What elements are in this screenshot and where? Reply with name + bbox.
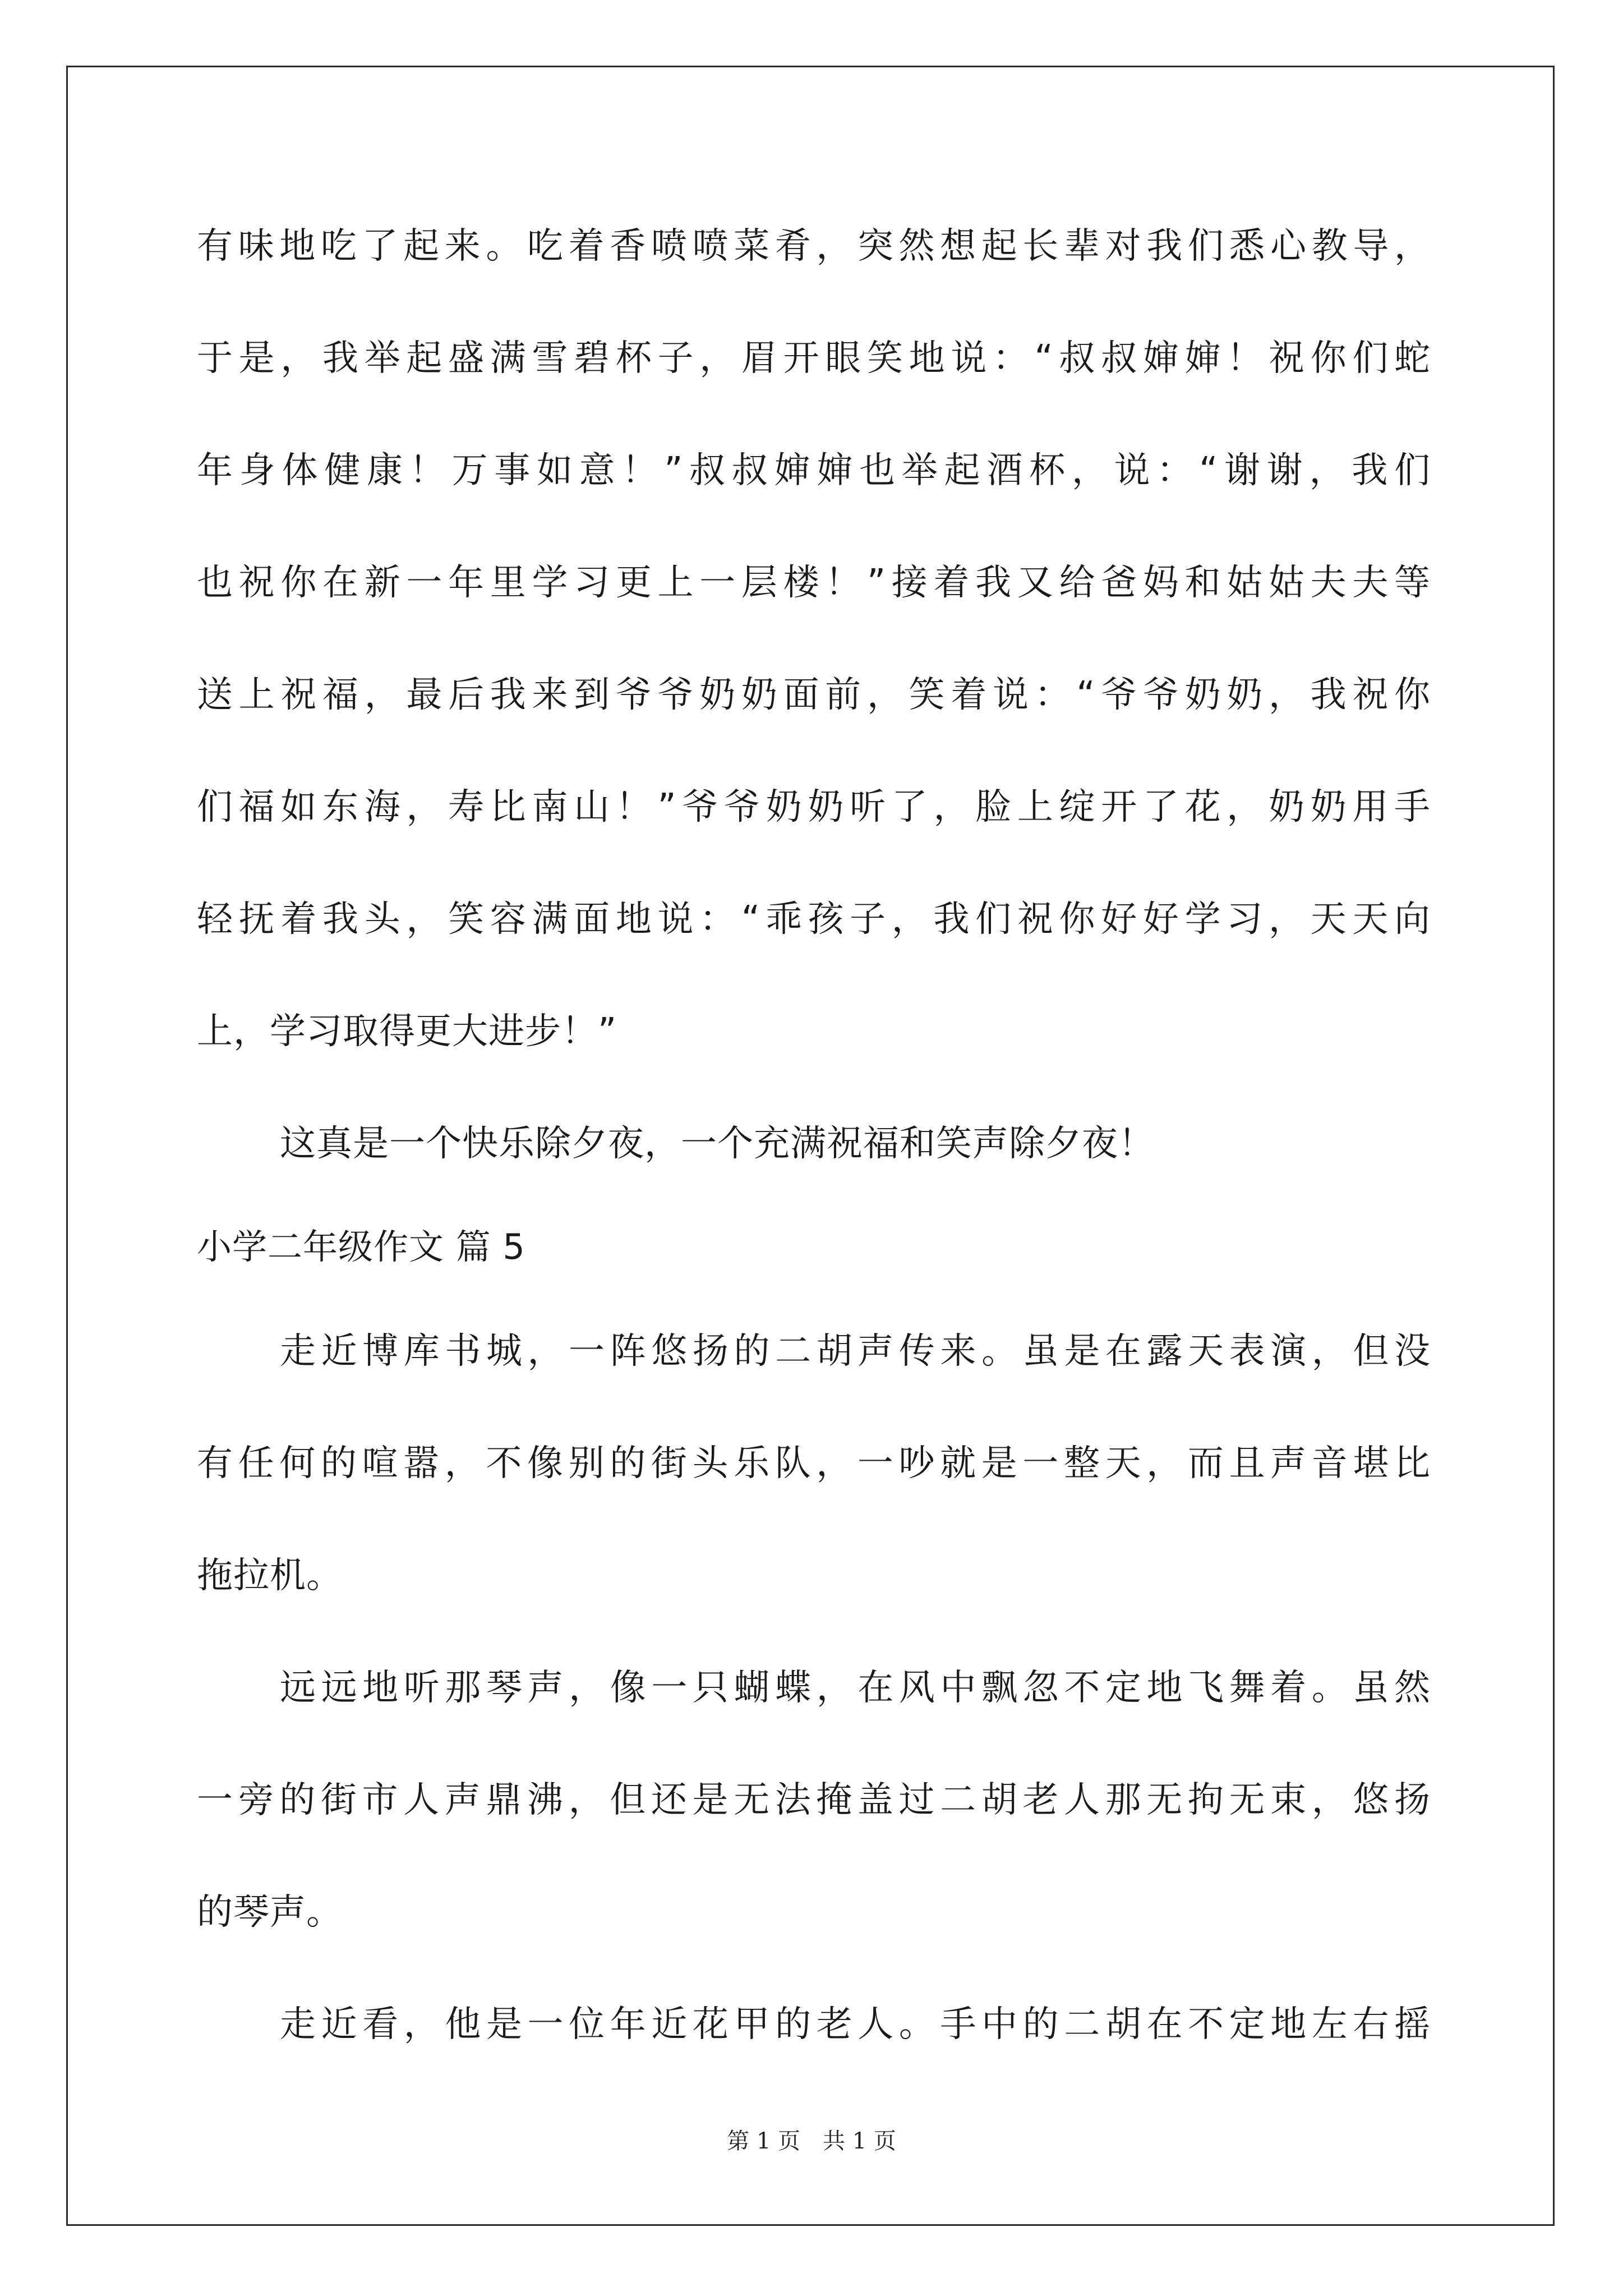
text-line: 轻抚着我头，笑容满面地说：“乖孩子，我们祝你好好学习，天天向 xyxy=(197,899,1431,940)
text-line: 有任何的喧嚣，不像别的街头乐队，一吵就是一整天，而且声音堪比 xyxy=(197,1443,1431,1484)
text-line: 的琴声。 xyxy=(197,1892,343,1933)
text-line: 一旁的街市人声鼎沸，但还是无法掩盖过二胡老人那无拘无束，悠扬 xyxy=(197,1779,1431,1821)
text-line: 们福如东海，寿比南山！”爷爷奶奶听了，脸上绽开了花，奶奶用手 xyxy=(197,786,1431,828)
paragraph-line: 这真是一个快乐除夕夜，一个充满祝福和笑声除夕夜！ xyxy=(280,1123,1155,1165)
page-footer: 第 1 页 共 1 页 xyxy=(727,2128,896,2154)
text-line: 有味地吃了起来。吃着香喷喷菜肴，突然想起长辈对我们悉心教导， xyxy=(197,226,1431,267)
section-heading: 小学二年级作文 篇 5 xyxy=(197,1226,525,1267)
paragraph-line: 走近看，他是一位年近花甲的老人。手中的二胡在不定地左右摇 xyxy=(280,2004,1431,2045)
paragraph-line: 走近博库书城，一阵悠扬的二胡声传来。虽是在露天表演，但没 xyxy=(280,1331,1431,1372)
text-line: 于是，我举起盛满雪碧杯子，眉开眼笑地说：“叔叔婶婶！祝你们蛇 xyxy=(197,338,1431,379)
text-line: 年身体健康！万事如意！”叔叔婶婶也举起酒杯，说：“谢谢，我们 xyxy=(197,450,1431,491)
text-line: 拖拉机。 xyxy=(197,1555,343,1596)
text-line: 上，学习取得更大进步！” xyxy=(197,1011,617,1052)
text-line: 也祝你在新一年里学习更上一层楼！”接着我又给爸妈和姑姑夫夫等 xyxy=(197,562,1431,604)
paragraph-line: 远远地听那琴声，像一只蝴蝶，在风中飘忽不定地飞舞着。虽然 xyxy=(280,1667,1431,1709)
text-line: 送上祝福，最后我来到爷爷奶奶面前，笑着说：“爷爷奶奶，我祝你 xyxy=(197,674,1431,716)
